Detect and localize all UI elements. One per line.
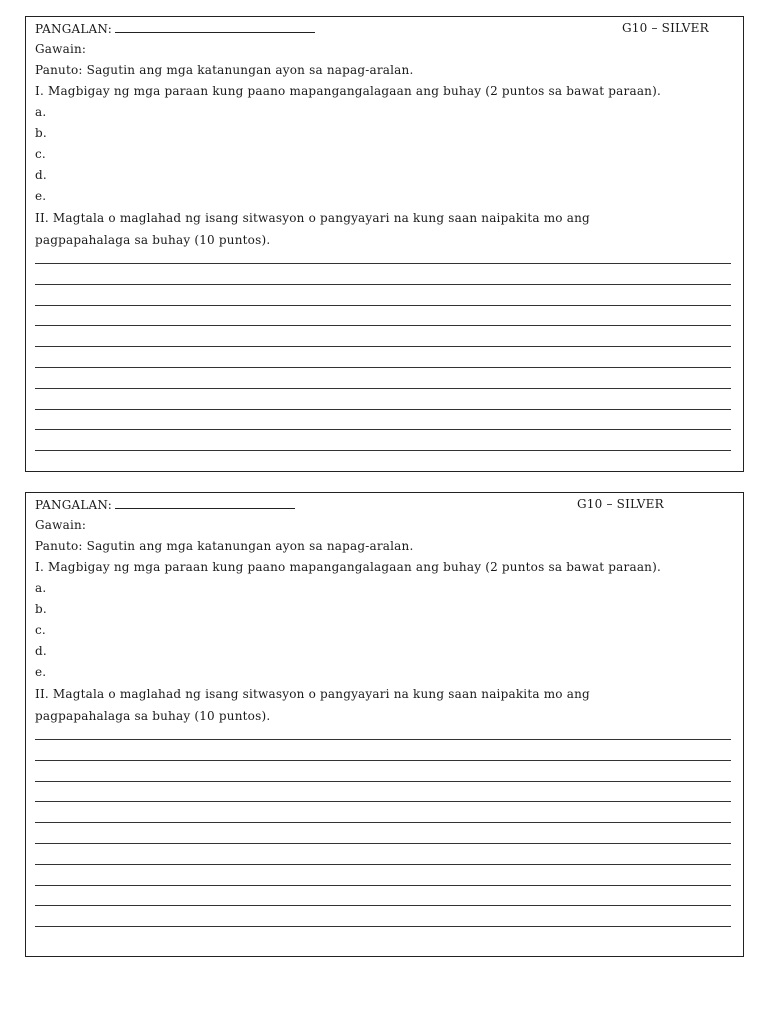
answer-line[interactable] <box>35 325 731 326</box>
answer-line[interactable] <box>35 305 731 306</box>
answer-item-b: b. <box>35 602 47 616</box>
part-1-question: I. Magbigay ng mga paraan kung paano mapangangalagaan ang buhay (2 puntos sa bawat paraan). <box>35 560 662 574</box>
instructions: Panuto: Sagutin ang mga katanungan ayon sa napag-aralan. <box>35 539 414 553</box>
activity-heading: Gawain: <box>35 42 87 56</box>
answer-line[interactable] <box>35 429 731 430</box>
part-2-question-line-1: II. Magtala o maglahad ng isang sitwasyon o pangyayari na kung saan naipakita mo ang <box>35 211 590 225</box>
answer-line[interactable] <box>35 739 731 740</box>
answer-line[interactable] <box>35 284 731 285</box>
answer-line[interactable] <box>35 864 731 865</box>
worksheet-card-1 <box>25 16 744 472</box>
answer-line[interactable] <box>35 760 731 761</box>
answer-line[interactable] <box>35 263 731 264</box>
answer-line[interactable] <box>35 409 731 410</box>
answer-line[interactable] <box>35 367 731 368</box>
part-2-question-line-1: II. Magtala o maglahad ng isang sitwasyon o pangyayari na kung saan naipakita mo ang <box>35 687 590 701</box>
answer-line[interactable] <box>35 843 731 844</box>
worksheet-card-2 <box>25 492 744 957</box>
answer-item-c: c. <box>35 147 46 161</box>
answer-line[interactable] <box>35 822 731 823</box>
answer-line[interactable] <box>35 450 731 451</box>
answer-line[interactable] <box>35 781 731 782</box>
name-label: PANGALAN: <box>35 498 112 512</box>
answer-item-b: b. <box>35 126 47 140</box>
answer-item-d: d. <box>35 168 47 182</box>
answer-line[interactable] <box>35 801 731 802</box>
part-1-question: I. Magbigay ng mga paraan kung paano mapangangalagaan ang buhay (2 puntos sa bawat paraan). <box>35 84 662 98</box>
name-label: PANGALAN: <box>35 22 112 36</box>
answer-line[interactable] <box>35 905 731 906</box>
answer-item-e: e. <box>35 665 47 679</box>
grade-section: G10 – SILVER <box>577 497 664 511</box>
grade-section: G10 – SILVER <box>622 21 709 35</box>
answer-item-a: a. <box>35 581 47 595</box>
name-blank-field[interactable] <box>115 21 315 33</box>
part-2-question-line-2: pagpapahalaga sa buhay (10 puntos). <box>35 709 271 723</box>
answer-item-d: d. <box>35 644 47 658</box>
instructions: Panuto: Sagutin ang mga katanungan ayon sa napag-aralan. <box>35 63 414 77</box>
name-blank-field[interactable] <box>115 497 295 509</box>
answer-line[interactable] <box>35 388 731 389</box>
name-row <box>35 21 315 36</box>
answer-line[interactable] <box>35 926 731 927</box>
answer-line[interactable] <box>35 346 731 347</box>
name-row <box>35 497 295 512</box>
answer-item-a: a. <box>35 105 47 119</box>
part-2-question-line-2: pagpapahalaga sa buhay (10 puntos). <box>35 233 271 247</box>
activity-heading: Gawain: <box>35 518 87 532</box>
answer-item-c: c. <box>35 623 46 637</box>
answer-item-e: e. <box>35 189 47 203</box>
answer-line[interactable] <box>35 885 731 886</box>
